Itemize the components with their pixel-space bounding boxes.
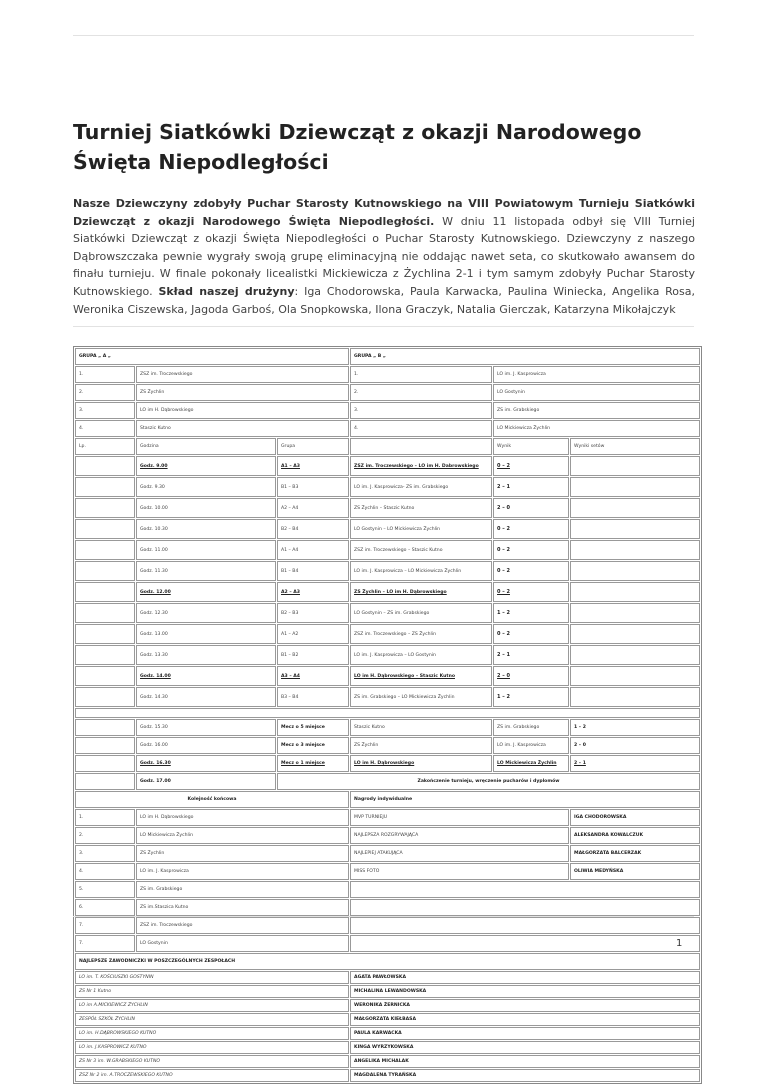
intro-body: W dniu 11 listopada odbył się VIII Turniej Siatkówki Dziewcząt z okazji Święta Niepodległości o Puchar Starosty Kutnowskiego. Dziewczyny z naszego Dąbrowszczaka pewnie wygrały swoją grupę eliminacyjną nie oddając nawet seta, co skutkowało awansem do finału turnieju. W finale pokonały licealistki Mickiewicza z Żychlina 2-1 i tym samym zdobyły Puchar Starosty Kutnowskiego. (73, 214, 695, 298)
final-match-row (75, 755, 700, 772)
match-number (75, 666, 135, 686)
best-player-name: ANGELIKA MICHALAK (350, 1055, 700, 1068)
match-result: 2 – 0 (493, 666, 569, 686)
empty-cell (350, 935, 700, 952)
final-match-row (75, 719, 700, 736)
time-header: Godzina (136, 438, 276, 455)
match-teams: ZSZ im. Troczewskiego – LO im H. Dabrowskiego (350, 456, 492, 476)
best-player-row (75, 999, 700, 1012)
best-player-name: AGATA PAWŁOWSKA (350, 971, 700, 984)
match-teams: LO Gostynin – ZS im. Grabskiego (350, 603, 492, 623)
final-team-2: ZS im. Grabskiego (493, 719, 569, 736)
match-sets (570, 582, 700, 602)
standings-team: ZS im.Staszica Kutno (136, 899, 349, 916)
best-player-name: KINGA WYRZYKOWSKA (350, 1041, 700, 1054)
match-result: 0 – 2 (493, 456, 569, 476)
group-b-team: ZS im. Grabskiego (493, 402, 700, 419)
standings-row (75, 809, 700, 826)
match-teams: ZS Żychlin – Staszic Kutno (350, 498, 492, 518)
best-players-header-row (75, 953, 700, 970)
best-players-header: NAJLEPSZE ZAWODNICZKI W POSZCZEGÓLNYCH ZESPOŁACH (75, 953, 700, 970)
match-number (75, 540, 135, 560)
best-player-row (75, 1055, 700, 1068)
closing-row (75, 773, 700, 790)
award-name: NAJLEPSZA ROZGRYWAJĄCA (350, 827, 569, 844)
group-a-team: ZSZ im. Troczewskiego (136, 366, 349, 383)
standings-team: LO im. J. Kasprowicza (136, 863, 349, 880)
match-number (75, 624, 135, 644)
final-team-1: Staszic Kutno (350, 719, 492, 736)
final-team-2: LO im. J. Kasprowicza (493, 737, 569, 754)
standings-team: LO Mickiewicza Żychlin (136, 827, 349, 844)
standings-header-row (75, 791, 700, 808)
match-row (75, 624, 700, 644)
standings-team: ZSZ im. Troczewskiego (136, 917, 349, 934)
match-row (75, 498, 700, 518)
standings-place: 7. (75, 917, 135, 934)
group-row (75, 384, 700, 401)
match-row (75, 687, 700, 707)
standings-team: ZS Żychlin (136, 845, 349, 862)
standings-row (75, 917, 700, 934)
final-result: 1 – 2 (570, 719, 700, 736)
standings-place: 6. (75, 899, 135, 916)
best-player-team: LO im. H.DĄBROWSKIEGO KUTNO (75, 1027, 349, 1040)
match-sets (570, 561, 700, 581)
group-a-number: 1. (75, 366, 135, 383)
match-number (75, 603, 135, 623)
standings-row (75, 863, 700, 880)
best-player-row (75, 1013, 700, 1026)
best-player-name: WERONIKA ŻERNICKA (350, 999, 700, 1012)
match-teams: LO im. J. Kasprowicza – LO Mickiewicza Żychlin (350, 561, 492, 581)
match-time: Godz. 10.30 (136, 519, 276, 539)
match-result: 0 – 2 (493, 624, 569, 644)
best-player-row (75, 1041, 700, 1054)
final-team-2: LO Mickiewicza Żychlin (493, 755, 569, 772)
empty-cell (350, 917, 700, 934)
standings-team: LO Gostynin (136, 935, 349, 952)
match-result: 0 – 2 (493, 540, 569, 560)
squad-label: Skład naszej drużyny (158, 284, 295, 298)
match-sets (570, 603, 700, 623)
closing-time: Godz. 17.00 (136, 773, 276, 790)
award-winner: ALEKSANDRA KOWALCZUK (570, 827, 700, 844)
best-player-row (75, 1027, 700, 1040)
final-result: 2 – 0 (570, 737, 700, 754)
match-group: B1 – B4 (277, 561, 349, 581)
final-result: 2 – 1 (570, 755, 700, 772)
match-number (75, 456, 135, 476)
group-row (75, 366, 700, 383)
final-number (75, 719, 135, 736)
match-time: Godz. 9.30 (136, 477, 276, 497)
match-teams: LO im. J. Kasprowicza – LO Gostynin (350, 645, 492, 665)
match-teams: LO im. J. Kasprowicza- ZS im. Grabskiego (350, 477, 492, 497)
match-group: A1 – A4 (277, 540, 349, 560)
final-team-1: LO im H. Dąbrowskiego (350, 755, 492, 772)
match-sets (570, 477, 700, 497)
match-group: B2 – B4 (277, 519, 349, 539)
page-title: Turniej Siatkówki Dziewcząt z okazji Narodowego Święta Niepodległości (73, 120, 642, 174)
award-name: MISS FOTO (350, 863, 569, 880)
standings-place: 2. (75, 827, 135, 844)
group-b-number: 1. (350, 366, 492, 383)
match-time: Godz. 11.30 (136, 561, 276, 581)
match-time: Godz. 14.00 (136, 666, 276, 686)
spacer-cell (75, 708, 700, 718)
match-time: Godz. 12.30 (136, 603, 276, 623)
match-result: 2 – 1 (493, 645, 569, 665)
group-a-team: ZS Żychlin (136, 384, 349, 401)
best-player-name: PAULA KARWACKA (350, 1027, 700, 1040)
best-player-team: LO im. J.KASPROWICZ KUTNO (75, 1041, 349, 1054)
match-time: Godz. 13.00 (136, 624, 276, 644)
match-time: Godz. 9.00 (136, 456, 276, 476)
match-row (75, 666, 700, 686)
group-a-number: 4. (75, 420, 135, 437)
award-winner: MAŁGORZATA BALCERZAK (570, 845, 700, 862)
empty-cell (350, 899, 700, 916)
match-number (75, 519, 135, 539)
match-time: Godz. 14.30 (136, 687, 276, 707)
group-header-row (75, 348, 700, 365)
standings-team: LO im H. Dąbrowskiego (136, 809, 349, 826)
match-sets (570, 540, 700, 560)
group-row (75, 402, 700, 419)
standings-place: 7. (75, 935, 135, 952)
standings-place: 3. (75, 845, 135, 862)
final-match-row (75, 737, 700, 754)
final-team-1: ZS Żychlin (350, 737, 492, 754)
match-result: 0 – 2 (493, 582, 569, 602)
group-b-header: GRUPA „ B „ (350, 348, 700, 365)
match-teams: LO im H. Dąbrowskiego – Staszic Kutno (350, 666, 492, 686)
empty-cell (350, 881, 700, 898)
best-player-team: LO im. T. KOŚCIUSZKI GOSTYNIN (75, 971, 349, 984)
match-result: 1 – 2 (493, 603, 569, 623)
standings-place: 1. (75, 809, 135, 826)
match-row (75, 519, 700, 539)
match-result: 2 – 1 (493, 477, 569, 497)
middle-divider (73, 326, 694, 327)
match-time: Godz. 13.30 (136, 645, 276, 665)
match-group: B1 – B3 (277, 477, 349, 497)
match-teams: ZSZ im. Troczewskiego – ZS Żychlin (350, 624, 492, 644)
standings-place: 5. (75, 881, 135, 898)
match-sets (570, 624, 700, 644)
match-result: 2 – 0 (493, 498, 569, 518)
match-row (75, 540, 700, 560)
final-label: Mecz o 5 miejsce (277, 719, 349, 736)
best-player-team: LO im A.MICKIEWICZ ŻYCHLIN (75, 999, 349, 1012)
match-teams: ZS Żychlin – LO im H. Dąbrowskiego (350, 582, 492, 602)
match-group: B1 – B2 (277, 645, 349, 665)
final-time: Godz. 15.30 (136, 719, 276, 736)
best-player-team: ZS Nr 3 im. W.GRABSKIEGO KUTNO (75, 1055, 349, 1068)
match-time: Godz. 12.00 (136, 582, 276, 602)
squad-list: : Iga Chodorowska, Paula Karwacka, Paulina Winiecka, Angelika Rosa, Weronika Ciszewska, Jagoda Garboś, Ola Snopkowska, Ilona Graczyk, Natalia Gierczak, Katarzyna Mikołajczyk (73, 284, 695, 316)
match-result: 0 – 2 (493, 561, 569, 581)
best-player-row (75, 971, 700, 984)
match-teams: ZS im. Grabskiego – LO Mickiewicza Żychlin (350, 687, 492, 707)
standings-place: 4. (75, 863, 135, 880)
match-row (75, 561, 700, 581)
match-group: A3 – A4 (277, 666, 349, 686)
match-sets (570, 519, 700, 539)
group-b-number: 2. (350, 384, 492, 401)
best-player-name: MAGDALENA TYRAŃSKA (350, 1069, 700, 1082)
match-group: A1 – A2 (277, 624, 349, 644)
top-divider (73, 35, 694, 36)
sets-header: Wyniki setów (570, 438, 700, 455)
best-player-team: ZESPÓŁ SZKÓŁ ŻYCHLIN (75, 1013, 349, 1026)
match-row (75, 477, 700, 497)
final-time: Godz. 16.00 (136, 737, 276, 754)
final-label: Mecz o 3 miejsce (277, 737, 349, 754)
match-number (75, 498, 135, 518)
group-b-team: LO Gostynin (493, 384, 700, 401)
lp-header: Lp. (75, 438, 135, 455)
group-a-number: 3. (75, 402, 135, 419)
best-player-team: ZSZ Nr 2 im. A.TROCZEWSKIEGO KUTNO (75, 1069, 349, 1082)
match-sets (570, 666, 700, 686)
final-time: Godz. 16.30 (136, 755, 276, 772)
page-number: 1 (676, 938, 683, 949)
teams-header (350, 438, 492, 455)
group-b-team: LO im. J. Kasprowicza (493, 366, 700, 383)
best-player-name: MAŁGORZATA KIEŁBASA (350, 1013, 700, 1026)
standings-header: Kolejność końcowa (75, 791, 349, 808)
match-result: 1 – 2 (493, 687, 569, 707)
standings-row (75, 935, 700, 952)
match-row (75, 603, 700, 623)
match-group: B2 – B3 (277, 603, 349, 623)
intro-paragraph (73, 195, 695, 318)
best-player-name: MICHALINA LEWANDOWSKA (350, 985, 700, 998)
group-b-number: 4. (350, 420, 492, 437)
match-row (75, 456, 700, 476)
match-number (75, 645, 135, 665)
match-sets (570, 645, 700, 665)
match-group: A2 – A3 (277, 582, 349, 602)
closing-number (75, 773, 135, 790)
match-group: B3 – B4 (277, 687, 349, 707)
result-header: Wynik (493, 438, 569, 455)
match-result: 0 – 2 (493, 519, 569, 539)
group-b-team: LO Mickiewicza Żychlin (493, 420, 700, 437)
match-group: A1 – A3 (277, 456, 349, 476)
award-name: MVP TURNIEJU (350, 809, 569, 826)
group-a-team: Staszic Kutno (136, 420, 349, 437)
match-group: A2 – A4 (277, 498, 349, 518)
group-b-number: 3. (350, 402, 492, 419)
group-row (75, 420, 700, 437)
match-teams: LO Gostynin – LO Mickiewicza Żychlin (350, 519, 492, 539)
match-number (75, 477, 135, 497)
standings-row (75, 881, 700, 898)
award-name: NAJLEPIEJ ATAKUJĄCA (350, 845, 569, 862)
group-header: Grupa (277, 438, 349, 455)
schedule-header-row (75, 438, 700, 455)
match-teams: ZSZ im. Troczewskiego – Staszic Kutno (350, 540, 492, 560)
group-a-header: GRUPA „ A „ (75, 348, 349, 365)
standings-row (75, 827, 700, 844)
standings-row (75, 899, 700, 916)
group-a-number: 2. (75, 384, 135, 401)
group-a-team: LO im H. Dąbrowskiego (136, 402, 349, 419)
award-winner: IGA CHODOROWSKA (570, 809, 700, 826)
match-number (75, 687, 135, 707)
match-time: Godz. 11.00 (136, 540, 276, 560)
match-number (75, 561, 135, 581)
intro-lead: Nasze Dziewczyny zdobyły Puchar Starosty Kutnowskiego na VIII Powiatowym Turnieju Siatkówki Dziewcząt z okazji Narodowego Święta Niepodległości. (73, 197, 695, 228)
match-row (75, 645, 700, 665)
tournament-results-table (73, 346, 702, 1084)
final-label: Mecz o 1 miejsce (277, 755, 349, 772)
match-sets (570, 498, 700, 518)
awards-header: Nagrody indywidualne (350, 791, 700, 808)
match-time: Godz. 10.00 (136, 498, 276, 518)
spacer-row (75, 708, 700, 718)
award-winner: OLIWIA MEDYŃSKA (570, 863, 700, 880)
final-number (75, 737, 135, 754)
bottom-divider (73, 916, 694, 917)
standings-team: ZS im. Grabskiego (136, 881, 349, 898)
match-sets (570, 456, 700, 476)
closing-text: Zakończenie turnieju, wręczenie pucharów i dyplomów (277, 773, 700, 790)
match-sets (570, 687, 700, 707)
best-player-row (75, 985, 700, 998)
final-number (75, 755, 135, 772)
match-row (75, 582, 700, 602)
best-player-row (75, 1069, 700, 1082)
best-player-team: ZS Nr 1 Kutno (75, 985, 349, 998)
standings-row (75, 845, 700, 862)
match-number (75, 582, 135, 602)
